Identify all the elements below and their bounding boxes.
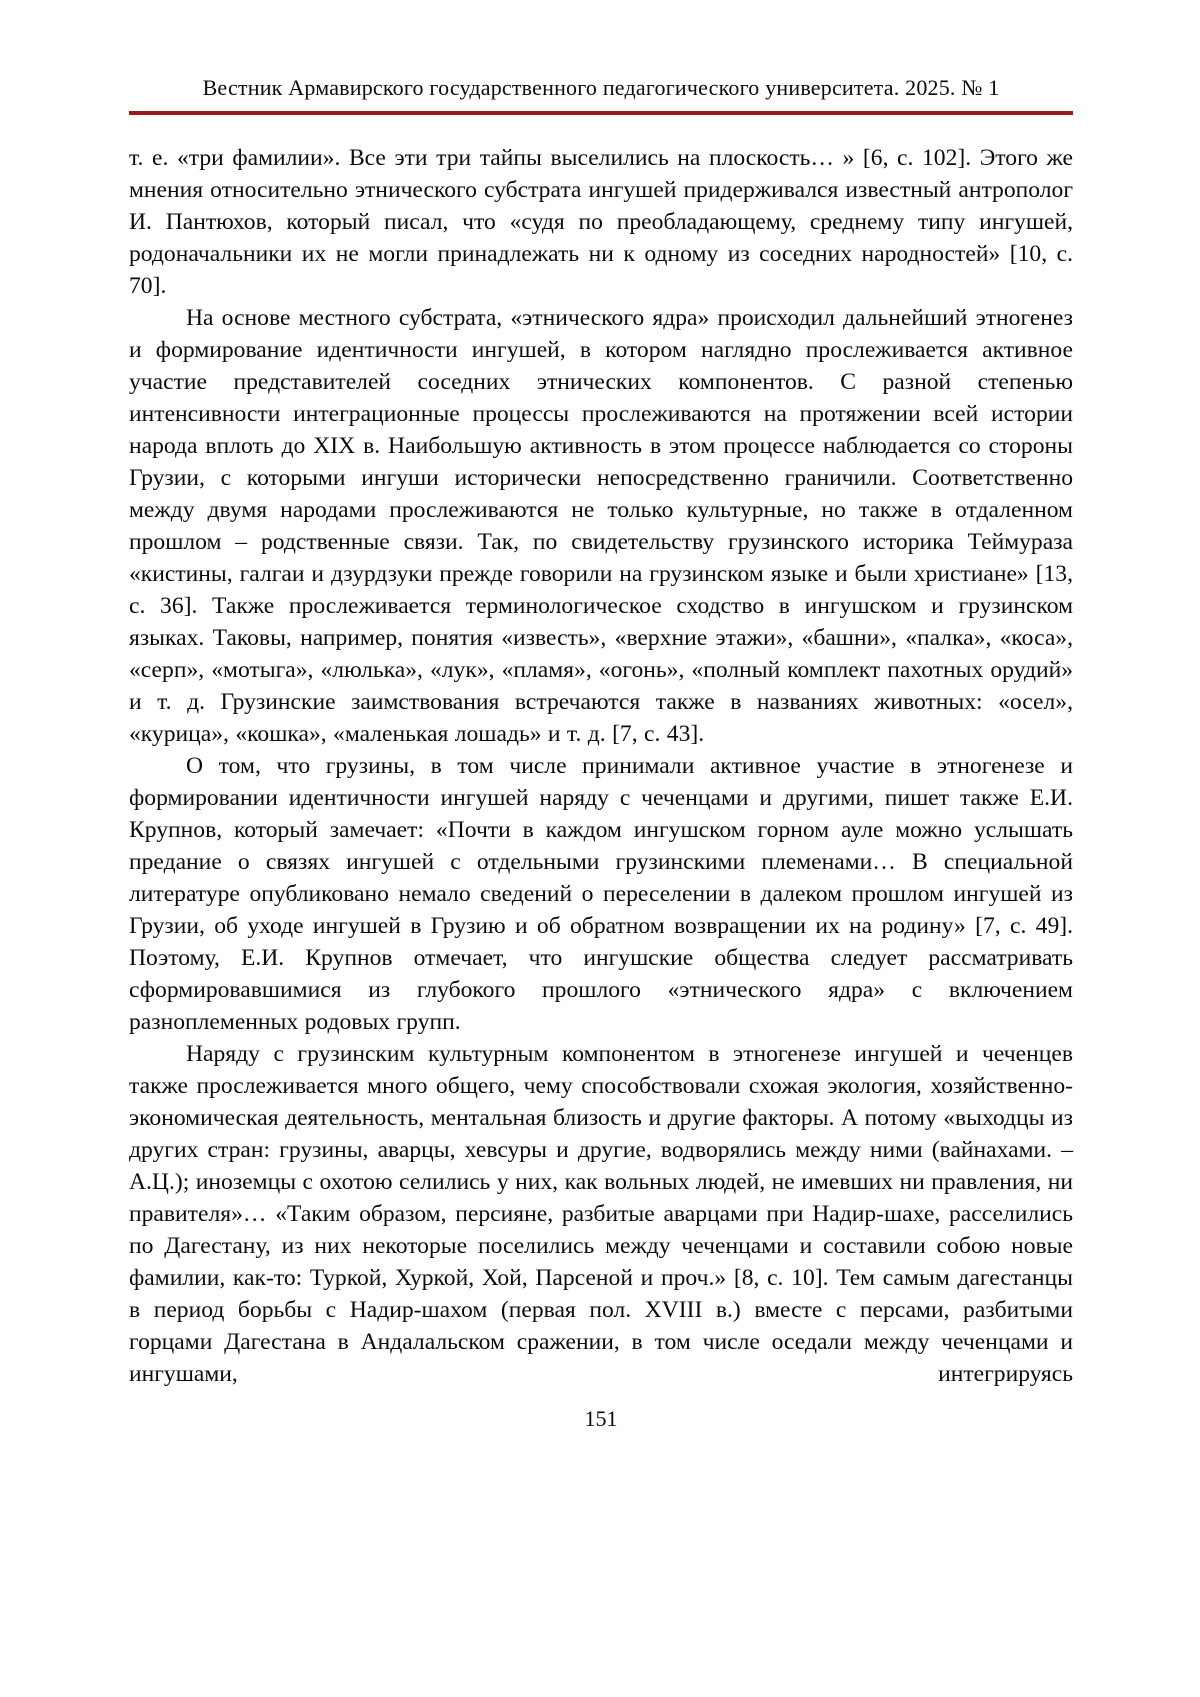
paragraph-1: т. е. «три фамилии». Все эти три тайпы выселились на плоскость… » [6, с. 102]. Этого же мнения относительно этнического субстрата ингушей придерживался известный антрополог И. Пантюхов, который писал, что «судя по преобладающему, среднему типу ингушей, родоначальники их не могли принадлежать ни к одному из соседних народностей» [10, с. 70]. [129,144,1073,299]
paragraph-3: О том, что грузины, в том числе принимали активное участие в этногенезе и формировании идентичности ингушей наряду с чеченцами и другими, пишет также Е.И. Крупнов, который замечает: «Почти в каждом ингушском горном ауле можно услышать предание о связях ингушей с отдельными грузинскими племенами… В специальной литературе опубликовано немало сведений о переселении в далеком прошлом ингушей из Грузии, об уходе ингушей в Грузию и об обратном возвращении их на родину» [7, с. 49]. Поэтому, Е.И. Крупнов отмечает, что ингушские общества следует рассматривать сформировавшимися из глубокого прошлого «этнического ядра» с включением разноплеменных родовых групп. [129,752,1073,1035]
paragraph-2: На основе местного субстрата, «этнического ядра» происходил дальнейший этногенез и формирование идентичности ингушей, в котором наглядно прослеживается активное участие представителей соседних этнических компонентов. С разной степенью интенсивности интеграционные процессы прослеживаются на протяжении всей истории народа вплоть до XIX в. Наибольшую активность в этом процессе наблюдается со стороны Грузии, с которыми ингуши исторически непосредственно граничили. Соответственно между двумя народами прослеживаются не только культурные, но также в отдаленном прошлом – родственные связи. Так, по свидетельству грузинского историка Теймураза «кистины, галгаи и дзурдзуки прежде говорили на грузинском языке и были христиане» [13, с. 36]. Также прослеживается терминологическое сходство в ингушском и грузинском языках. Таковы, например, понятия «известь», «верхние этажи», «башни», «палка», «коса», «серп», «мотыга», «люлька», «лук», «пламя», «огонь», «полный комплект пахотных орудий» и т. д. Грузинские заимствования встречаются также в названиях животных: «осел», «курица», «кошка», «маленькая лошадь» и т. д. [7, с. 43]. [129,304,1073,747]
page-number: 151 [584,1405,618,1431]
article-body [129,142,1073,1390]
header-rule [129,111,1073,115]
paragraph-4: Наряду с грузинским культурным компонентом в этногенезе ингушей и чеченцев также прослеживается много общего, чему способствовали схожая экология, хозяйственно-экономическая деятельность, ментальная близость и другие факторы. А потому «выходцы из других стран: грузины, аварцы, хевсуры и другие, водворялись между ними (вайнахами. – А.Ц.); иноземцы с охотою селились у них, как вольных людей, не имевших ни правления, ни правителя»… «Таким образом, персияне, разбитые аварцами при Надир-шахе, расселились по Дагестану, из них некоторые поселились между чеченцами и составили собою новые фамилии, как-то: Туркой, Хуркой, Хой, Парсеной и проч.» [8, с. 10]. Тем самым дагестанцы в период борьбы с Надир-шахом (первая пол. XVIII в.) вместе с персами, разбитыми горцами Дагестана в Андалальском сражении, в том числе оседали между чеченцами и ингушами, интегрируясь [129,1040,1073,1387]
running-head: Вестник Армавирского государственного педагогического университета. 2025. № 1 [202,75,1000,100]
